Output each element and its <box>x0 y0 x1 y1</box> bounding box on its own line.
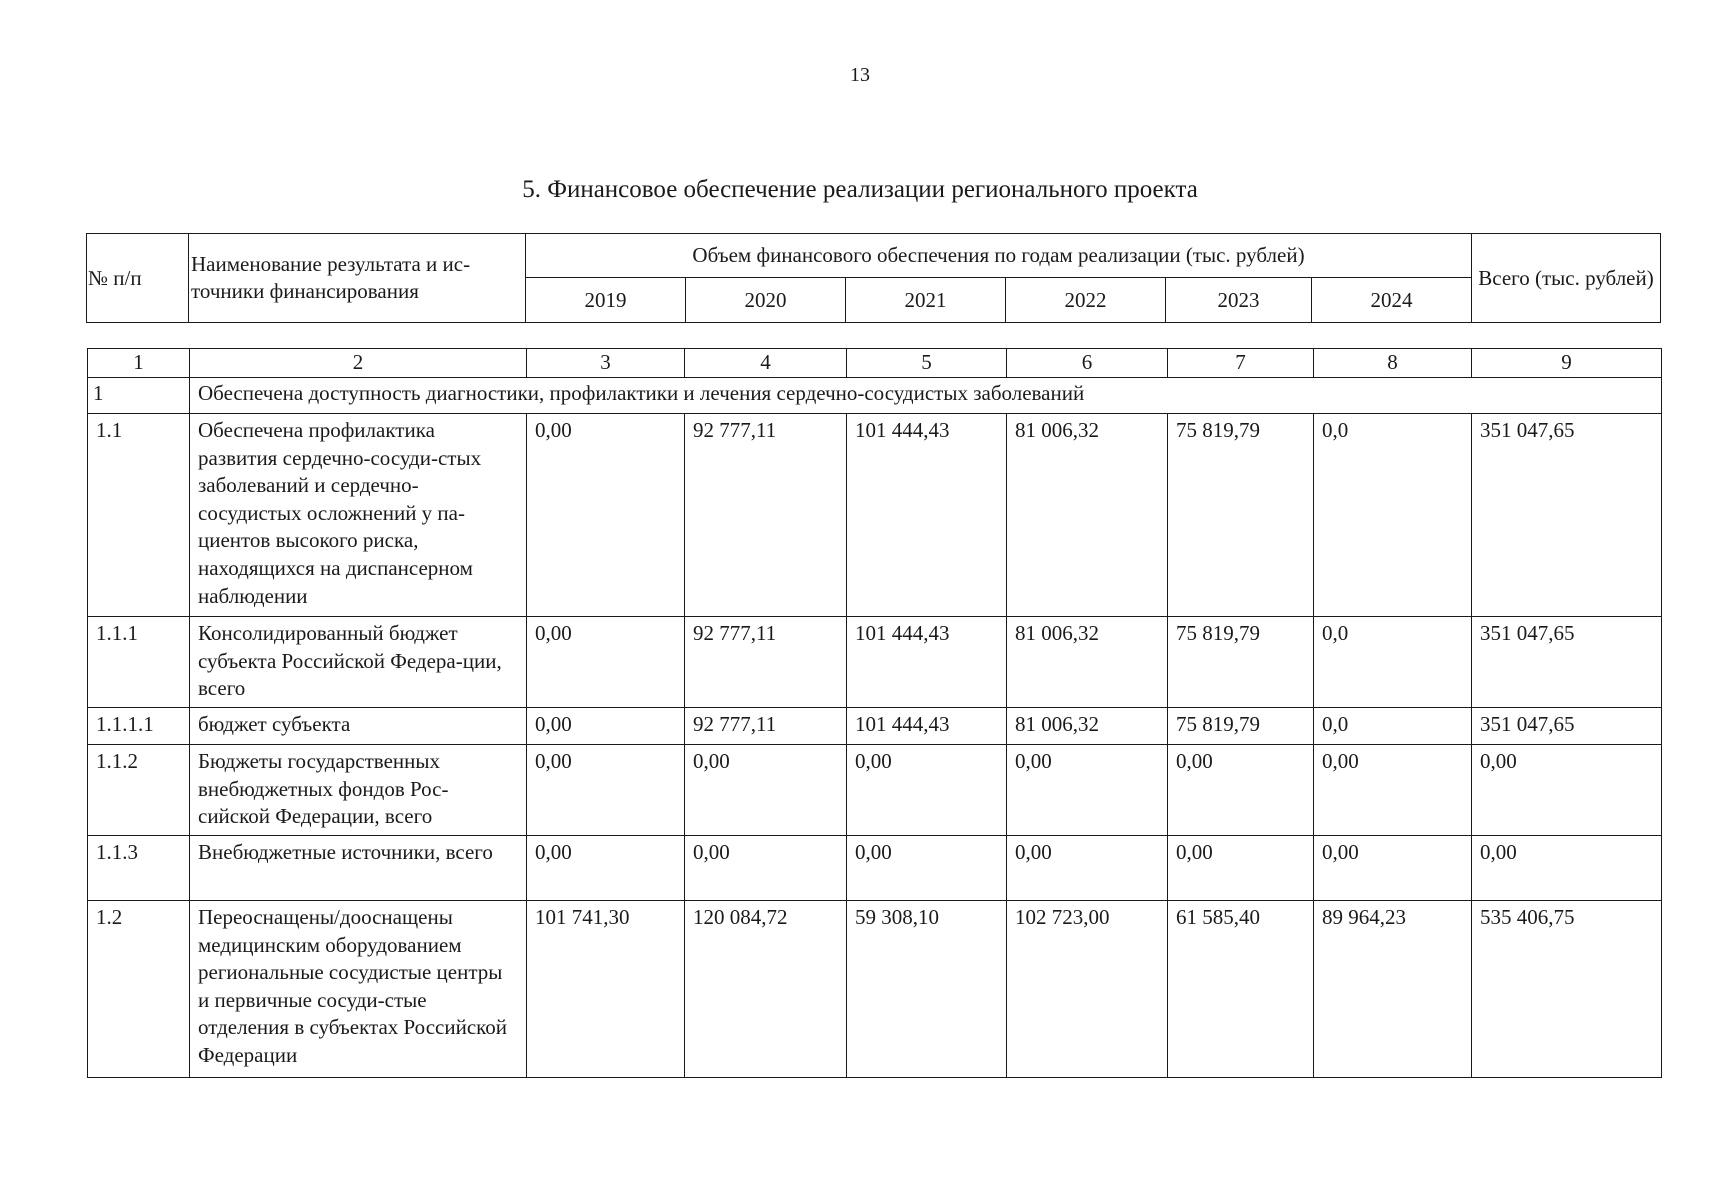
value-2019: 0,00 <box>527 836 685 901</box>
column-number: 8 <box>1314 349 1472 378</box>
row-number: 1.1.2 <box>88 745 190 836</box>
row-number: 1.2 <box>88 901 190 1078</box>
row-number: 1.1.1.1 <box>88 708 190 745</box>
column-number: 2 <box>190 349 527 378</box>
value-2021: 101 444,43 <box>847 414 1007 617</box>
value-2022: 81 006,32 <box>1007 414 1168 617</box>
header-year: 2022 <box>1006 278 1166 323</box>
column-number-row <box>88 349 1662 378</box>
header-year: 2023 <box>1166 278 1312 323</box>
value-total: 351 047,65 <box>1472 708 1662 745</box>
column-number: 3 <box>527 349 685 378</box>
financing-table-header <box>86 233 1661 323</box>
value-2021: 0,00 <box>847 836 1007 901</box>
value-2023: 0,00 <box>1168 836 1314 901</box>
page-number: 13 <box>850 64 870 86</box>
row-name: Консолидированный бюджет субъекта Российской Федера-ции, всего <box>190 617 527 708</box>
value-2020: 92 777,11 <box>685 617 847 708</box>
column-number: 5 <box>847 349 1007 378</box>
section-number: 1 <box>88 378 190 414</box>
value-2021: 0,00 <box>847 745 1007 836</box>
value-2020: 92 777,11 <box>685 414 847 617</box>
value-total: 0,00 <box>1472 836 1662 901</box>
value-2019: 0,00 <box>527 617 685 708</box>
column-number: 6 <box>1007 349 1168 378</box>
section-name: Обеспечена доступность диагностики, профилактики и лечения сердечно-сосудистых заболеваний <box>190 378 1662 414</box>
value-2024: 0,00 <box>1314 836 1472 901</box>
value-2024: 0,0 <box>1314 708 1472 745</box>
value-2022: 81 006,32 <box>1007 617 1168 708</box>
header-name: Наименование результата и ис-точники финансирования <box>189 234 526 323</box>
financing-table-body <box>87 348 1662 1078</box>
row-name: бюджет субъекта <box>190 708 527 745</box>
header-year: 2024 <box>1312 278 1472 323</box>
value-2020: 92 777,11 <box>685 708 847 745</box>
table-row <box>88 836 1662 901</box>
value-2022: 0,00 <box>1007 745 1168 836</box>
value-2023: 0,00 <box>1168 745 1314 836</box>
value-2022: 102 723,00 <box>1007 901 1168 1078</box>
value-2022: 0,00 <box>1007 836 1168 901</box>
header-year: 2019 <box>526 278 686 323</box>
column-number: 9 <box>1472 349 1662 378</box>
value-2019: 0,00 <box>527 708 685 745</box>
value-2019: 0,00 <box>527 745 685 836</box>
header-year: 2021 <box>846 278 1006 323</box>
value-2019: 0,00 <box>527 414 685 617</box>
table-row <box>88 414 1662 617</box>
value-2022: 81 006,32 <box>1007 708 1168 745</box>
section-title: 5. Финансовое обеспечение реализации регионального проекта <box>522 176 1198 203</box>
value-2021: 101 444,43 <box>847 617 1007 708</box>
value-2023: 61 585,40 <box>1168 901 1314 1078</box>
value-2021: 101 444,43 <box>847 708 1007 745</box>
value-2023: 75 819,79 <box>1168 414 1314 617</box>
header-year: 2020 <box>686 278 846 323</box>
value-2024: 0,00 <box>1314 745 1472 836</box>
value-2020: 0,00 <box>685 745 847 836</box>
value-total: 0,00 <box>1472 745 1662 836</box>
row-name: Внебюджетные источники, всего <box>190 836 527 901</box>
row-name: Обеспечена профилактика развития сердечно-сосуди-стых заболеваний и сердечно-сосудистых осложнений у па-циентов высокого риска, находящихся на диспансерном наблюдении <box>190 414 527 617</box>
value-total: 351 047,65 <box>1472 414 1662 617</box>
section-row <box>88 378 1662 414</box>
column-number: 7 <box>1168 349 1314 378</box>
row-number: 1.1 <box>88 414 190 617</box>
value-2021: 59 308,10 <box>847 901 1007 1078</box>
value-2024: 89 964,23 <box>1314 901 1472 1078</box>
value-2024: 0,0 <box>1314 617 1472 708</box>
table-row <box>88 708 1662 745</box>
value-2023: 75 819,79 <box>1168 617 1314 708</box>
value-2020: 120 084,72 <box>685 901 847 1078</box>
value-total: 351 047,65 <box>1472 617 1662 708</box>
row-name: Бюджеты государственных внебюджетных фондов Рос-сийской Федерации, всего <box>190 745 527 836</box>
value-2024: 0,0 <box>1314 414 1472 617</box>
table-row <box>88 901 1662 1078</box>
row-number: 1.1.1 <box>88 617 190 708</box>
header-total: Всего (тыс. рублей) <box>1472 234 1661 323</box>
value-2020: 0,00 <box>685 836 847 901</box>
value-2019: 101 741,30 <box>527 901 685 1078</box>
value-total: 535 406,75 <box>1472 901 1662 1078</box>
column-number: 4 <box>685 349 847 378</box>
value-2023: 75 819,79 <box>1168 708 1314 745</box>
header-volume: Объем финансового обеспечения по годам реализации (тыс. рублей) <box>526 234 1472 278</box>
header-number: № п/п <box>87 234 189 323</box>
table-row <box>88 617 1662 708</box>
table-row <box>88 745 1662 836</box>
row-name: Переоснащены/дооснащены медицинским оборудованием региональные сосудистые центры и первичные сосуди-стые отделения в субъектах Российской Федерации <box>190 901 527 1078</box>
row-number: 1.1.3 <box>88 836 190 901</box>
column-number: 1 <box>88 349 190 378</box>
